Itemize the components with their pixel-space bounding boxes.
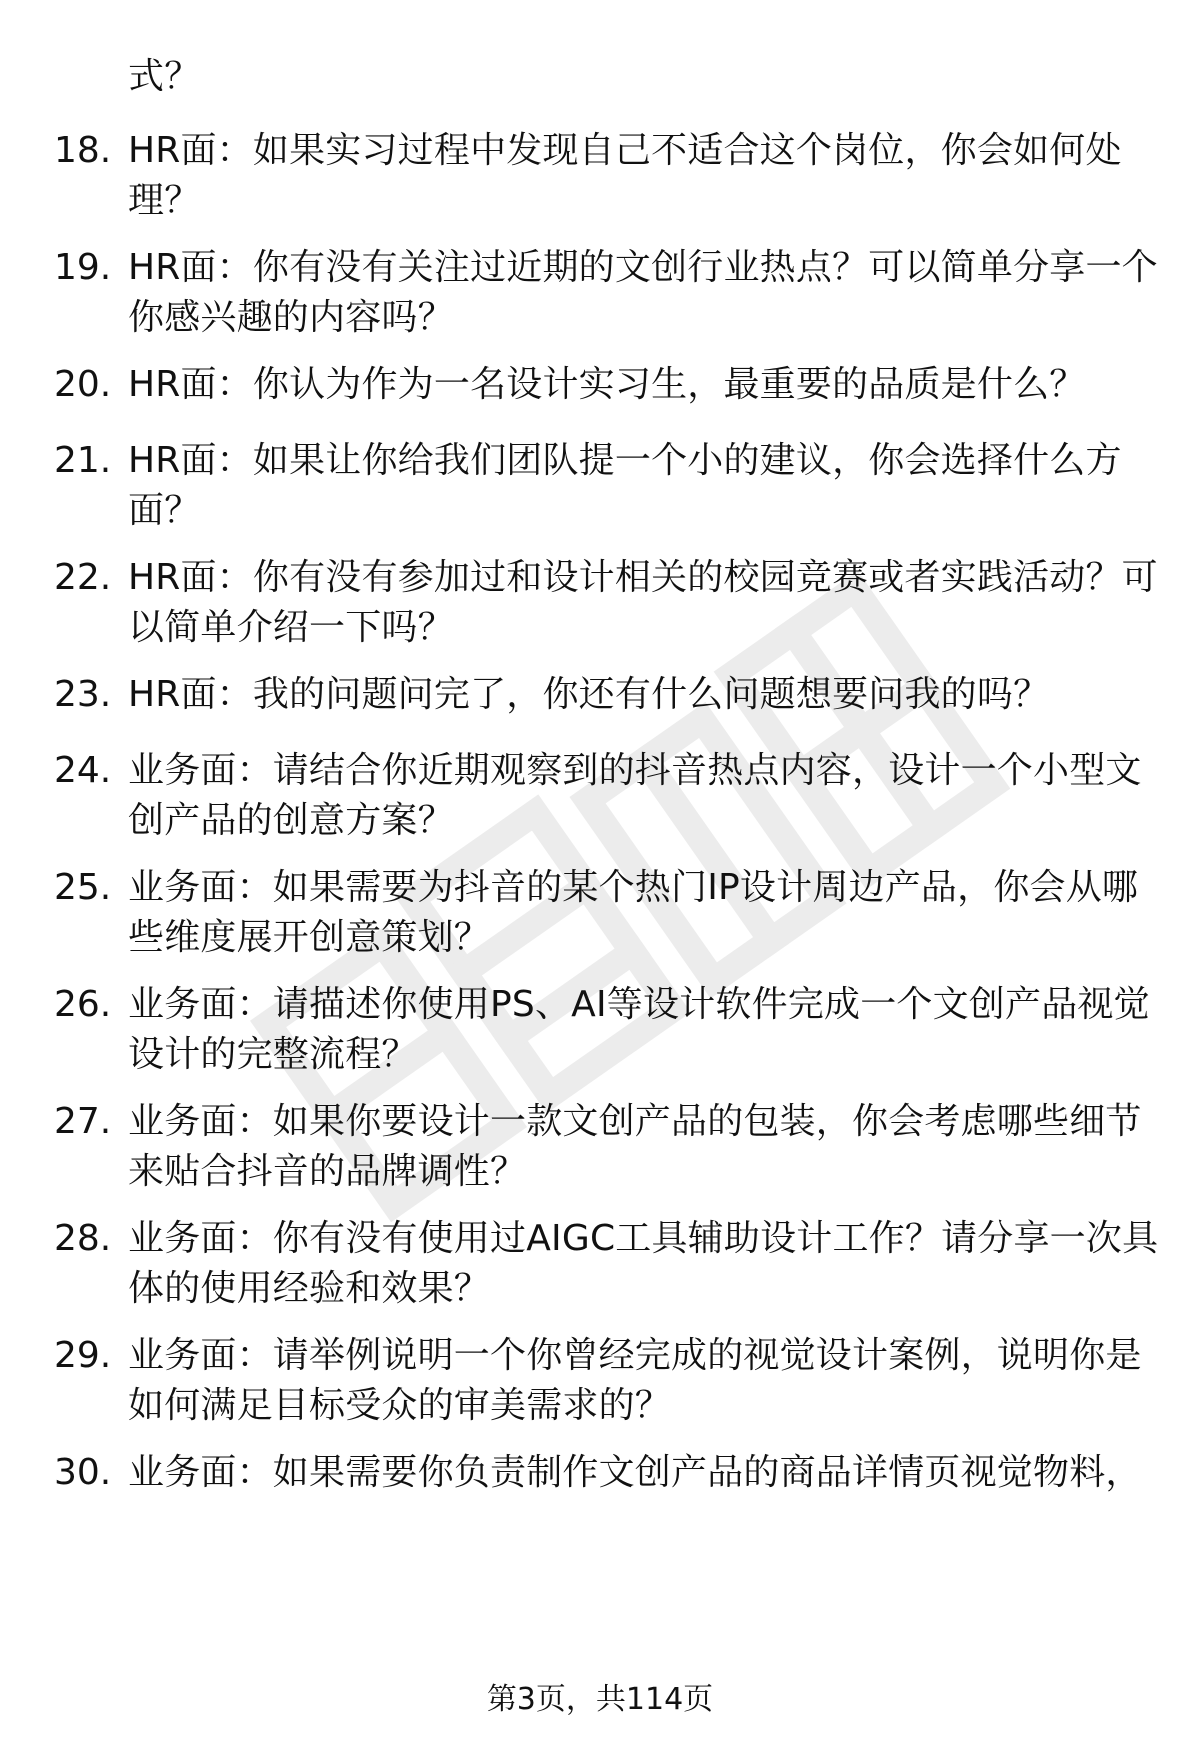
question-text-line: 业务面：如果需要为抖音的某个热门IP设计周边产品，你会从哪	[128, 867, 1139, 908]
question-text-line: 理？	[128, 180, 201, 221]
question-text	[128, 980, 1158, 1080]
question-text-line: HR面：你认为作为一名设计实习生，最重要的品质是什么？	[128, 364, 1086, 405]
question-text-line: 业务面：你有没有使用过AIGC工具辅助设计工作？请分享一次具	[128, 1218, 1159, 1259]
question-text-line: 些维度展开创意策划？	[128, 917, 491, 958]
question-text-line: 业务面：请结合你近期观察到的抖音热点内容，设计一个小型文	[128, 750, 1142, 791]
question-number: 29.	[54, 1335, 112, 1376]
question-text	[128, 1331, 1158, 1431]
question-text-line: HR面：如果让你给我们团队提一个小的建议，你会选择什么方	[128, 440, 1122, 481]
question-text	[128, 436, 1158, 536]
question-number: 18.	[54, 130, 112, 171]
question-number: 26.	[54, 984, 112, 1025]
question-text	[128, 360, 1158, 410]
question-text-line: HR面：如果实习过程中发现自己不适合这个岗位，你会如何处	[128, 130, 1122, 171]
question-text-line: 如何满足目标受众的审美需求的？	[128, 1385, 672, 1426]
question-text	[128, 670, 1158, 720]
question-text	[128, 1448, 1158, 1498]
question-text	[128, 863, 1158, 963]
question-text-line: 业务面：请举例说明一个你曾经完成的视觉设计案例，说明你是	[128, 1335, 1142, 1376]
question-number: 25.	[54, 867, 112, 908]
question-number: 28.	[54, 1218, 112, 1259]
question-text-line: 你感兴趣的内容吗？	[128, 297, 454, 338]
question-number: 22.	[54, 557, 112, 598]
question-text-line: 以简单介绍一下吗？	[128, 607, 454, 648]
question-text	[128, 1214, 1158, 1314]
question-text-line: 创产品的创意方案？	[128, 800, 454, 841]
question-text	[128, 746, 1158, 846]
question-number: 24.	[54, 750, 112, 791]
question-text	[128, 52, 1158, 102]
question-text	[128, 1097, 1158, 1197]
question-number: 19.	[54, 247, 112, 288]
question-text-line: 面？	[128, 490, 201, 531]
page-footer: 第3页，共114页	[486, 1682, 714, 1717]
question-text-line: 业务面：如果需要你负责制作文创产品的商品详情页视觉物料，	[128, 1452, 1142, 1493]
question-text-line: 体的使用经验和效果？	[128, 1268, 491, 1309]
question-number: 27.	[54, 1101, 112, 1142]
question-number: 20.	[54, 364, 112, 405]
question-text	[128, 243, 1158, 343]
question-text-line: HR面：我的问题问完了，你还有什么问题想要问我的吗？	[128, 674, 1050, 715]
question-text-line: 业务面：请描述你使用PS、AI等设计软件完成一个文创产品视觉	[128, 984, 1150, 1025]
question-number: 30.	[54, 1452, 112, 1493]
question-text-line: 业务面：如果你要设计一款文创产品的包装，你会考虑哪些细节	[128, 1101, 1142, 1142]
question-text-line: 式？	[128, 56, 201, 97]
question-text-line: HR面：你有没有参加过和设计相关的校园竞赛或者实践活动？可	[128, 557, 1158, 598]
question-text-line: HR面：你有没有关注过近期的文创行业热点？可以简单分享一个	[128, 247, 1158, 288]
question-text	[128, 126, 1158, 226]
question-number: 21.	[54, 440, 112, 481]
question-text	[128, 553, 1158, 653]
question-number: 23.	[54, 674, 112, 715]
question-text-line: 来贴合抖音的品牌调性？	[128, 1151, 527, 1192]
question-text-line: 设计的完整流程？	[128, 1034, 418, 1075]
